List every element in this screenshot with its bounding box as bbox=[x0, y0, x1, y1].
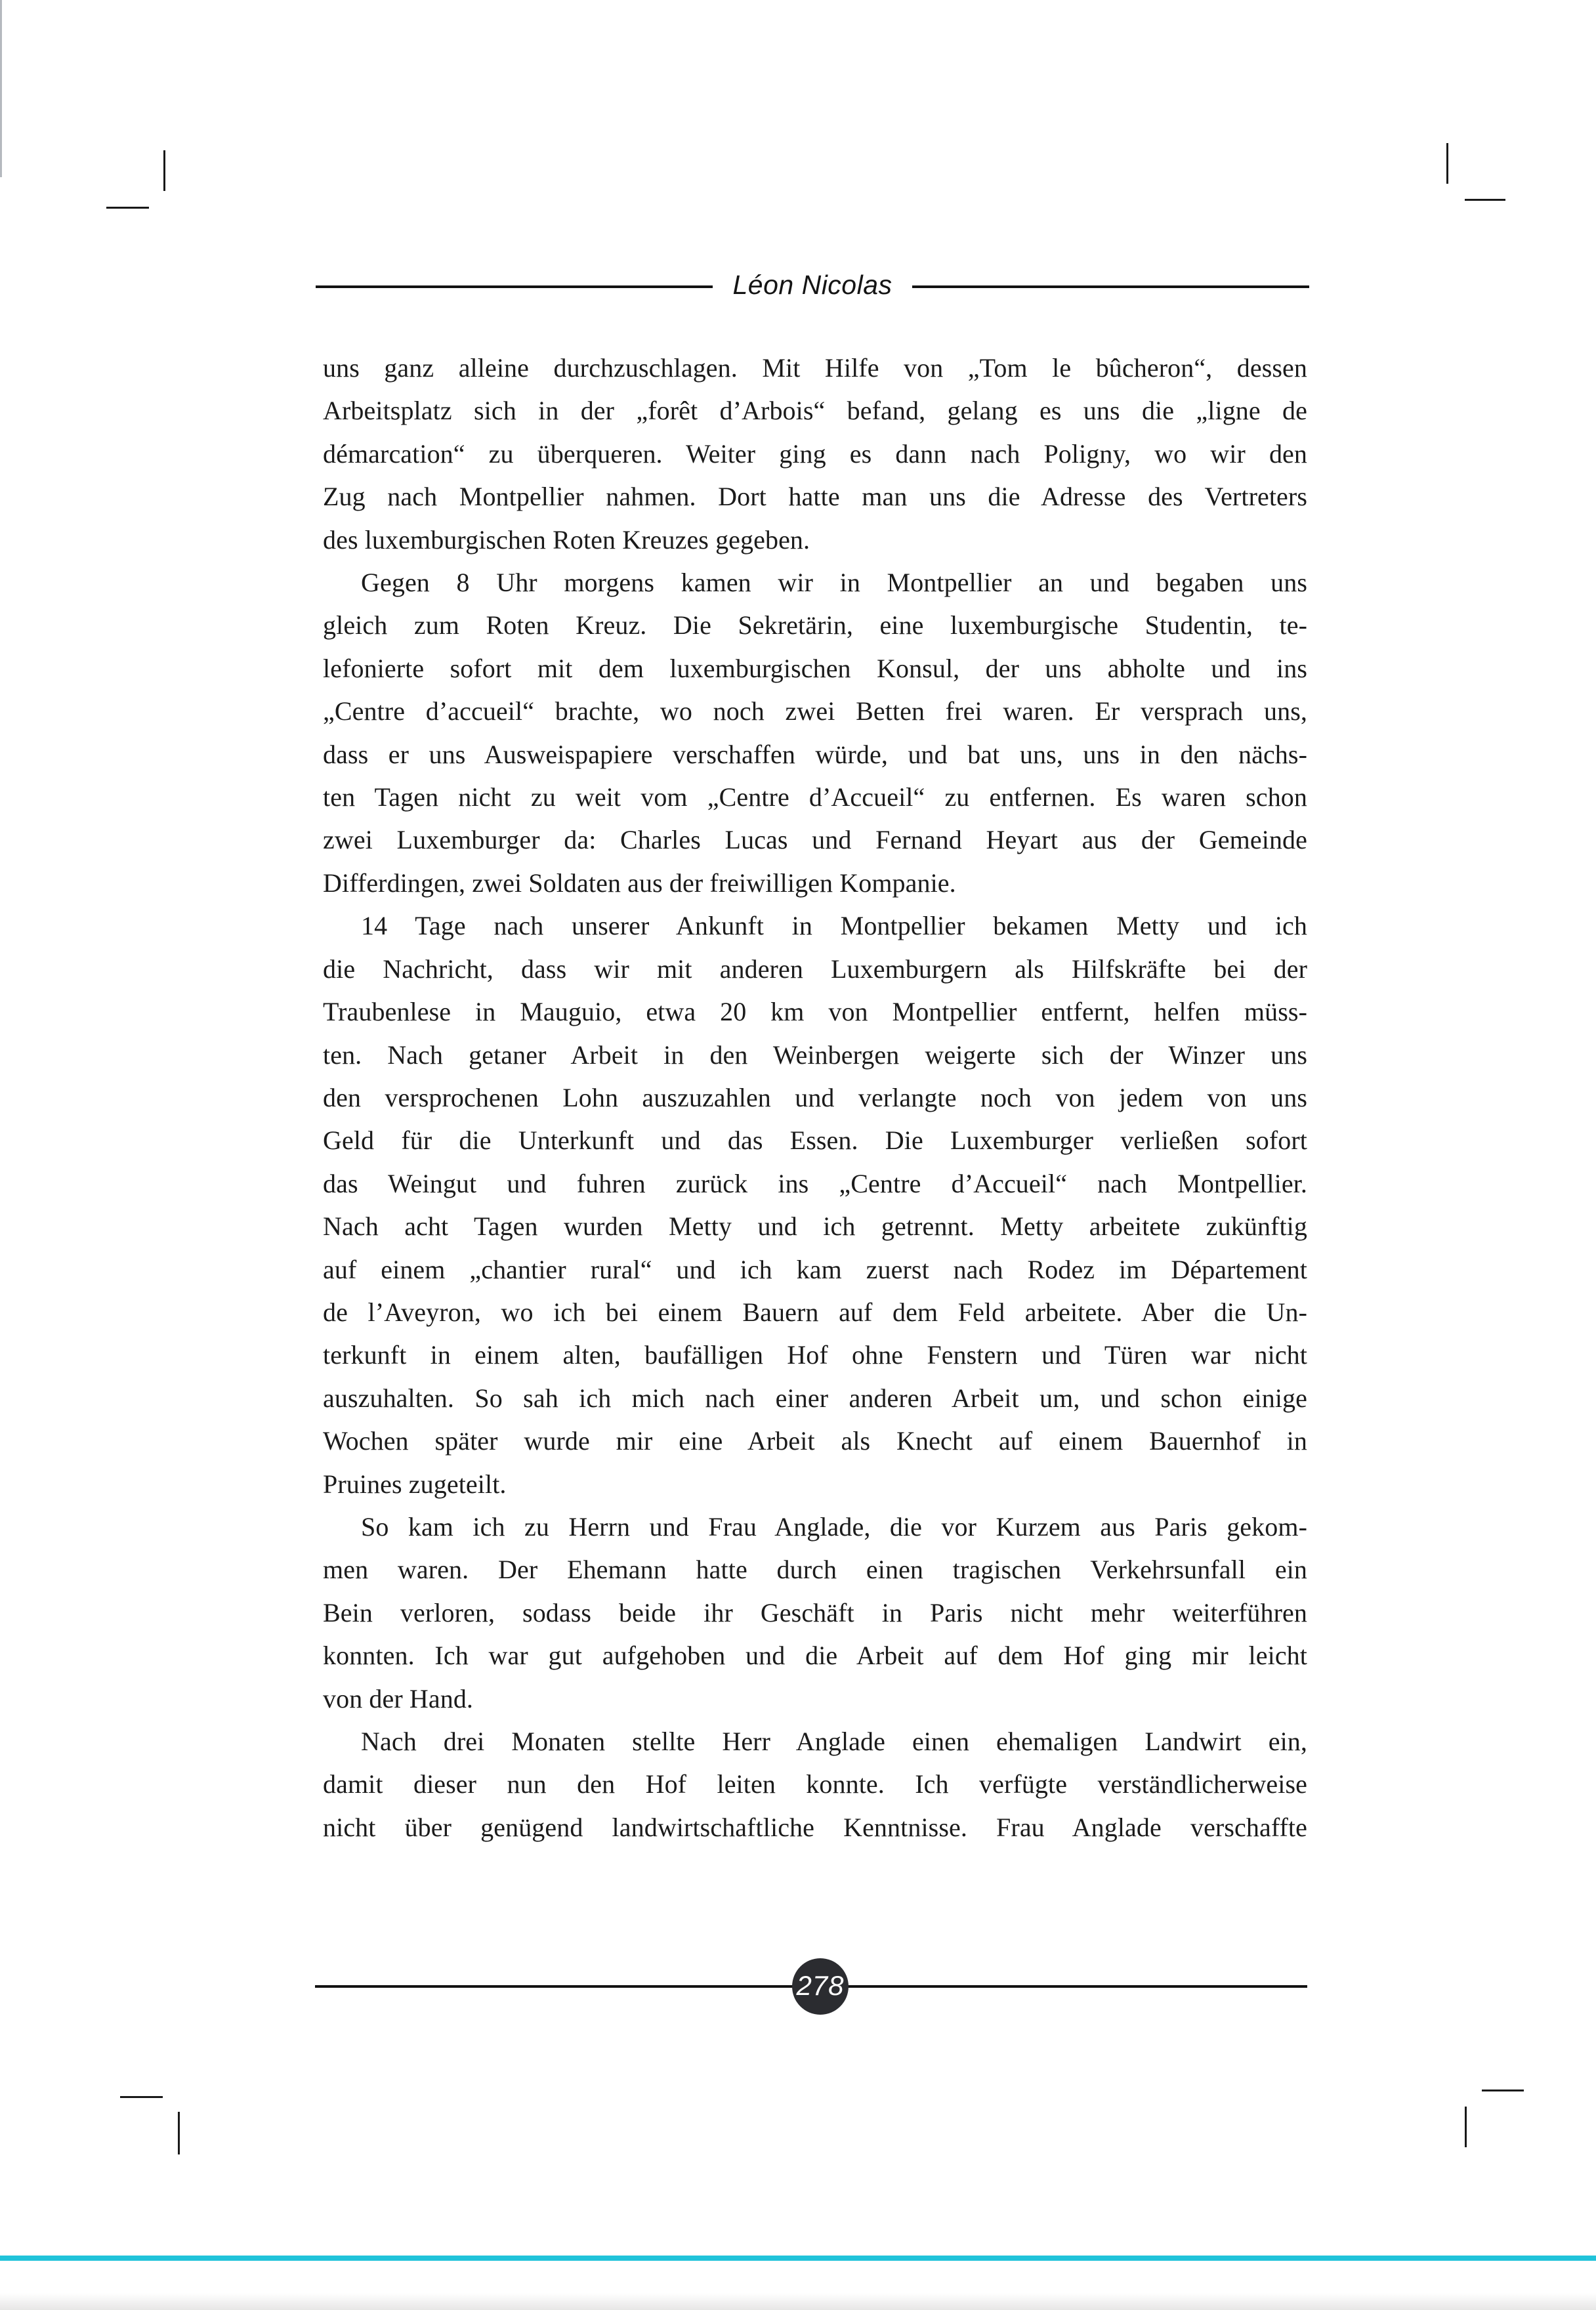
text-line: auf einem „chantier rural“ und ich kam zuerst nach Rodez im Département bbox=[323, 1254, 1307, 1284]
cyan-scan-line bbox=[0, 2256, 1596, 2261]
text-line: die Nachricht, dass wir mit anderen Luxemburgern als Hilfskräfte bei der bbox=[323, 954, 1307, 984]
scan-edge-line bbox=[0, 0, 2, 177]
body-text bbox=[323, 346, 1307, 1849]
crop-mark-top-left-horizontal bbox=[106, 207, 149, 209]
paragraph bbox=[323, 1505, 1307, 1720]
text-line: „Centre d’accueil“ brachte, wo noch zwei Betten frei waren. Er versprach uns, bbox=[323, 696, 1307, 726]
text-line: damit dieser nun den Hof leiten konnte. Ich verfügte verständlicherweise bbox=[323, 1769, 1307, 1799]
text-line: démarcation“ zu überqueren. Weiter ging es dann nach Poligny, wo wir den bbox=[323, 438, 1307, 469]
text-line: terkunft in einem alten, baufälligen Hof ohne Fenstern und Türen war nicht bbox=[323, 1340, 1307, 1370]
text-line: Arbeitsplatz sich in der „forêt d’Arbois“ befand, gelang es uns die „ligne de bbox=[323, 396, 1307, 426]
text-line: Wochen später wurde mir eine Arbeit als Knecht auf einem Bauernhof in bbox=[323, 1426, 1307, 1456]
page-number: 278 bbox=[796, 1970, 845, 2001]
running-header-title: Léon Nicolas bbox=[732, 269, 892, 300]
crop-mark-bottom-right-horizontal bbox=[1482, 2090, 1524, 2091]
text-line: den versprochenen Lohn auszuzahlen und verlangte noch von jedem von uns bbox=[323, 1082, 1307, 1112]
text-line: Pruines zugeteilt. bbox=[323, 1469, 507, 1499]
text-line: Differdingen, zwei Soldaten aus der freiwilligen Kompanie. bbox=[323, 868, 956, 898]
text-line: Zug nach Montpellier nahmen. Dort hatte man uns die Adresse des Vertreters bbox=[323, 482, 1307, 512]
text-line: des luxemburgischen Roten Kreuzes gegeben. bbox=[323, 524, 810, 555]
text-line: ten. Nach getaner Arbeit in den Weinbergen weigerte sich der Winzer uns bbox=[323, 1040, 1307, 1070]
crop-mark-top-left-vertical bbox=[163, 150, 165, 191]
text-line: Bein verloren, sodass beide ihr Geschäft in Paris nicht mehr weiterführen bbox=[323, 1597, 1307, 1628]
text-line: gleich zum Roten Kreuz. Die Sekretärin, eine luxemburgische Studentin, te- bbox=[323, 610, 1307, 640]
text-line: dass er uns Ausweispapiere verschaffen würde, und bat uns, uns in den nächs- bbox=[323, 739, 1307, 769]
header-rule-right bbox=[912, 285, 1309, 288]
paragraph bbox=[323, 1720, 1307, 1849]
text-line: nicht über genügend landwirtschaftliche Kenntnisse. Frau Anglade verschaffte bbox=[323, 1812, 1307, 1842]
text-line: Traubenlese in Mauguio, etwa 20 km von Montpellier entfernt, helfen müss- bbox=[323, 997, 1307, 1027]
text-line: 14 Tage nach unserer Ankunft in Montpellier bekamen Metty und ich bbox=[361, 911, 1307, 941]
paragraph bbox=[323, 904, 1307, 1505]
text-line: Nach drei Monaten stellte Herr Anglade einen ehemaligen Landwirt ein, bbox=[361, 1727, 1307, 1756]
header-rule-left bbox=[316, 285, 713, 288]
text-line: So kam ich zu Herrn und Frau Anglade, die vor Kurzem aus Paris gekom- bbox=[361, 1511, 1307, 1542]
running-header bbox=[316, 264, 1309, 310]
text-line: von der Hand. bbox=[323, 1683, 474, 1713]
text-line: das Weingut und fuhren zurück ins „Centre d’Accueil“ nach Montpellier. bbox=[323, 1168, 1307, 1198]
text-line: Gegen 8 Uhr morgens kamen wir in Montpellier an und begaben uns bbox=[361, 568, 1307, 598]
text-line: auszuhalten. So sah ich mich nach einer anderen Arbeit um, und schon einige bbox=[323, 1383, 1307, 1413]
text-line: ten Tagen nicht zu weit vom „Centre d’Accueil“ zu entfernen. Es waren schon bbox=[323, 782, 1307, 812]
crop-mark-bottom-left-vertical bbox=[178, 2112, 180, 2154]
text-line: Nach acht Tagen wurden Metty und ich getrennt. Metty arbeitete zukünftig bbox=[323, 1211, 1307, 1242]
paragraph bbox=[323, 346, 1307, 561]
text-line: de l’Aveyron, wo ich bei einem Bauern auf dem Feld arbeitete. Aber die Un- bbox=[323, 1297, 1307, 1327]
page-number-badge bbox=[792, 1958, 849, 2015]
crop-mark-top-right-horizontal bbox=[1465, 199, 1505, 201]
text-line: uns ganz alleine durchzuschlagen. Mit Hilfe von „Tom le bûcheron“, dessen bbox=[323, 353, 1307, 383]
paragraph bbox=[323, 561, 1307, 904]
crop-mark-top-right-vertical bbox=[1446, 143, 1448, 184]
crop-mark-bottom-left-horizontal bbox=[120, 2096, 163, 2098]
text-line: lefonierte sofort mit dem luxemburgischen Konsul, der uns abholte und ins bbox=[323, 653, 1307, 683]
text-line: men waren. Der Ehemann hatte durch einen tragischen Verkehrsunfall ein bbox=[323, 1555, 1307, 1585]
text-line: konnten. Ich war gut aufgehoben und die Arbeit auf dem Hof ging mir leicht bbox=[323, 1641, 1307, 1671]
crop-mark-bottom-right-vertical bbox=[1465, 2107, 1467, 2147]
text-line: Geld für die Unterkunft und das Essen. Die Luxemburger verließen sofort bbox=[323, 1125, 1307, 1156]
text-line: zwei Luxemburger da: Charles Lucas und Fernand Heyart aus der Gemeinde bbox=[323, 825, 1307, 855]
scan-bottom-shadow bbox=[0, 2293, 1596, 2310]
